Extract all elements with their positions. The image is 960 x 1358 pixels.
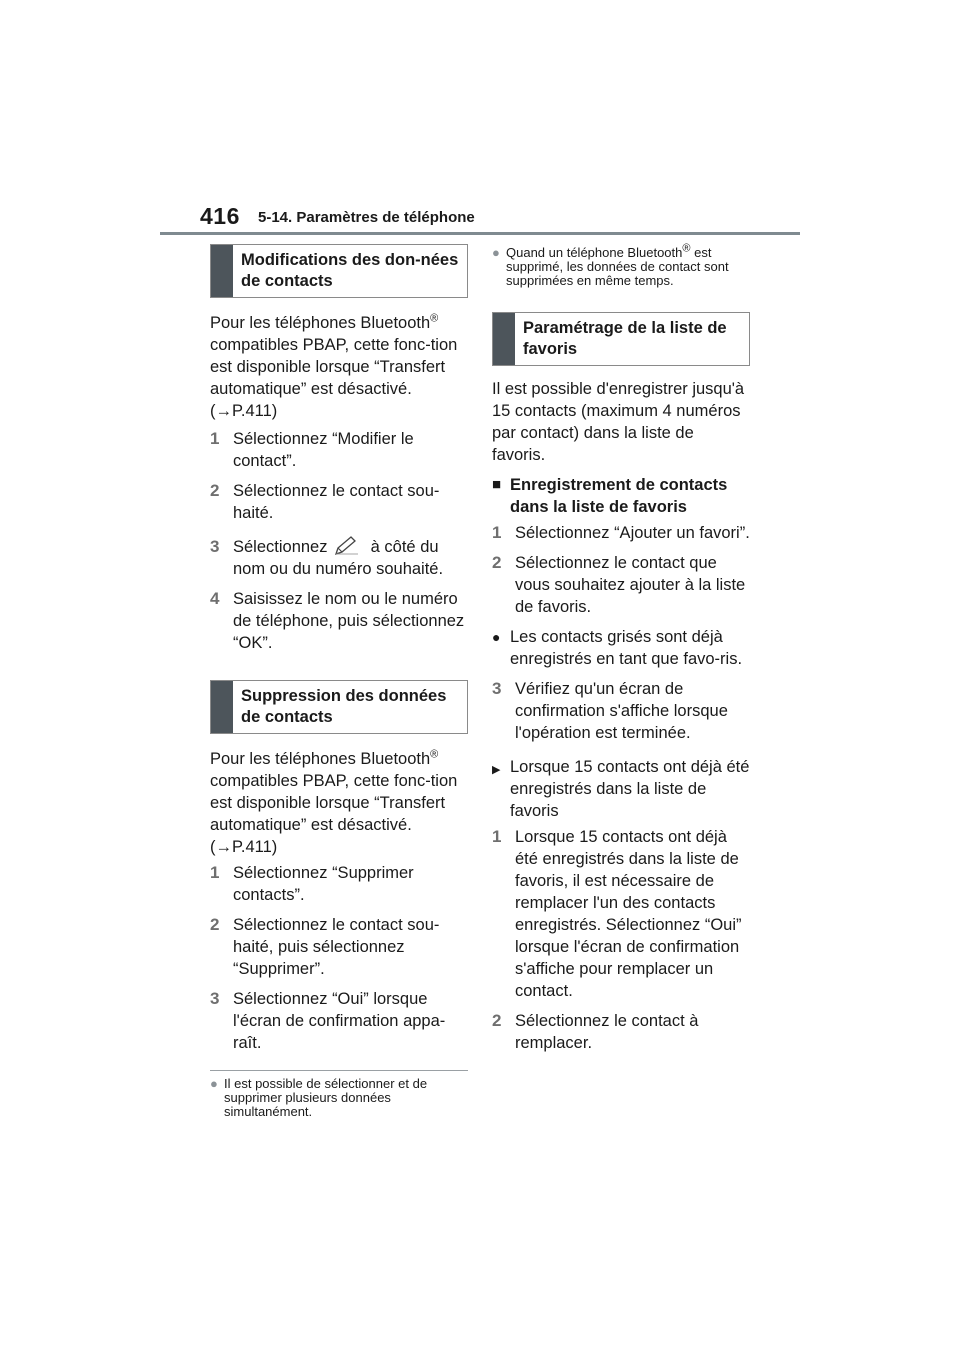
- paragraph-favorites: Il est possible d'enregistrer jusqu'à 15 contacts (maximum 4 numéros par contact) dans la liste de favoris.: [492, 380, 745, 464]
- heading-box-bar: [211, 245, 233, 297]
- paragraph-pbap-delete: [210, 748, 468, 858]
- step-item: [492, 826, 750, 1002]
- note-text-part: est supprimé, les données de contact sont supprimées en même temps.: [506, 245, 729, 288]
- note-text-part: Quand un téléphone Bluetooth: [506, 245, 683, 260]
- note-divider: [210, 1070, 468, 1071]
- step-item: [210, 914, 468, 980]
- step-number: 2: [210, 481, 220, 500]
- step-item: [492, 678, 750, 744]
- heading-box-bar: [493, 313, 515, 365]
- step-number: 1: [492, 523, 502, 542]
- step-number: 4: [210, 589, 220, 608]
- step-item: [210, 862, 468, 906]
- heading-box-bar: [211, 681, 233, 733]
- step-number: 3: [492, 679, 502, 698]
- subhead-text: Enregistrement de contacts dans la liste de favoris: [510, 476, 728, 516]
- right-column: [492, 244, 750, 1054]
- step-text: Sélectionnez le contact sou-haité.: [233, 482, 440, 522]
- step-text: Sélectionnez “Supprimer contacts”.: [233, 864, 414, 904]
- step-text-part: Sélectionnez: [233, 538, 333, 556]
- step-text-part: à côté du nom ou du numéro souhaité.: [233, 538, 444, 578]
- heading-box-edit-contacts: [210, 244, 468, 298]
- registered-mark: ®: [430, 748, 439, 761]
- step-number: 2: [492, 1011, 502, 1030]
- step-number: 1: [492, 827, 502, 846]
- registered-mark: ®: [430, 312, 439, 325]
- heading-box-title: Paramétrage de la liste de favoris: [523, 319, 727, 358]
- step-text: [233, 536, 468, 580]
- registered-mark: ®: [682, 242, 691, 255]
- arrow-subhead-text: Lorsque 15 contacts ont déjà été enregistrés dans la liste de favoris: [510, 758, 750, 820]
- section-title: 5-14. Paramètres de téléphone: [258, 209, 475, 226]
- note-bullet-icon: ●: [492, 245, 500, 260]
- paragraph-text: compatibles PBAP, cette fonc-tion est disponible lorsque “Transfert automatique” est désactivé. (→P.411): [210, 772, 458, 856]
- step-number: 1: [210, 863, 220, 882]
- page-header: [0, 0, 960, 240]
- step-number: 3: [210, 989, 220, 1008]
- step-item: [210, 536, 468, 580]
- bullet-icon: ●: [492, 629, 501, 645]
- step-number: 2: [210, 915, 220, 934]
- step-item: [492, 552, 750, 618]
- step-text: Sélectionnez “Modifier le contact”.: [233, 430, 414, 470]
- step-item: [492, 1010, 750, 1054]
- pencil-edit-icon: [332, 536, 366, 556]
- note-item: [210, 1077, 468, 1119]
- note-item: [492, 242, 750, 288]
- heading-box-title: Modifications des don-nées de contacts: [241, 251, 459, 290]
- step-text: Lorsque 15 contacts ont déjà été enregistrés dans la liste de favoris, il est nécessaire de remplacer l'un des contacts enregistrés. Sélectionnez “Oui” lorsque l'écran de confirmation s'affiche pour remplacer un contact.: [515, 828, 742, 1000]
- step-item: [492, 522, 750, 544]
- bullet-item: [492, 626, 750, 670]
- step-text: Sélectionnez le contact que vous souhaitez ajouter à la liste de favoris.: [515, 554, 746, 616]
- step-text: Vérifiez qu'un écran de confirmation s'affiche lorsque l'opération est terminée.: [515, 680, 728, 742]
- note-text: Il est possible de sélectionner et de supprimer plusieurs données simultanément.: [224, 1076, 428, 1119]
- step-number: 3: [210, 537, 220, 556]
- header-rule: [160, 232, 800, 235]
- step-text: Saisissez le nom ou le numéro de téléphone, puis sélectionnez “OK”.: [233, 590, 465, 652]
- heading-box-favorites: [492, 312, 750, 366]
- subhead-register-favorites: [492, 474, 750, 518]
- note-bullet-icon: ●: [210, 1076, 218, 1091]
- step-number: 1: [210, 429, 220, 448]
- step-item: [210, 480, 468, 524]
- step-item: [210, 588, 468, 654]
- bullet-text: Les contacts grisés sont déjà enregistrés en tant que favo-ris.: [510, 628, 743, 668]
- step-item: [210, 428, 468, 472]
- paragraph-text: compatibles PBAP, cette fonc-tion est disponible lorsque “Transfert automatique” est désactivé. (→P.411): [210, 336, 458, 420]
- step-text: Sélectionnez “Ajouter un favori”.: [515, 524, 750, 542]
- step-number: 2: [492, 553, 502, 572]
- paragraph-text: Pour les téléphones Bluetooth: [210, 314, 431, 332]
- heading-box-title: Suppression des données de contacts: [241, 687, 447, 726]
- paragraph-pbap-edit: [210, 312, 468, 422]
- note-text: [506, 242, 750, 288]
- step-text: Sélectionnez “Oui” lorsque l'écran de confirmation appa-raît.: [233, 990, 446, 1052]
- step-item: [210, 988, 468, 1054]
- square-bullet-icon: ■: [492, 476, 502, 493]
- paragraph-text: Pour les téléphones Bluetooth: [210, 750, 431, 768]
- page-number: 416: [200, 203, 240, 229]
- arrow-subhead: [492, 756, 750, 822]
- heading-box-delete-contacts: [210, 680, 468, 734]
- triangle-arrow-icon: ▶: [492, 764, 501, 776]
- left-column: [210, 244, 468, 1119]
- step-text: Sélectionnez le contact sou-haité, puis sélectionnez “Supprimer”.: [233, 916, 440, 978]
- step-text: Sélectionnez le contact à remplacer.: [515, 1012, 699, 1052]
